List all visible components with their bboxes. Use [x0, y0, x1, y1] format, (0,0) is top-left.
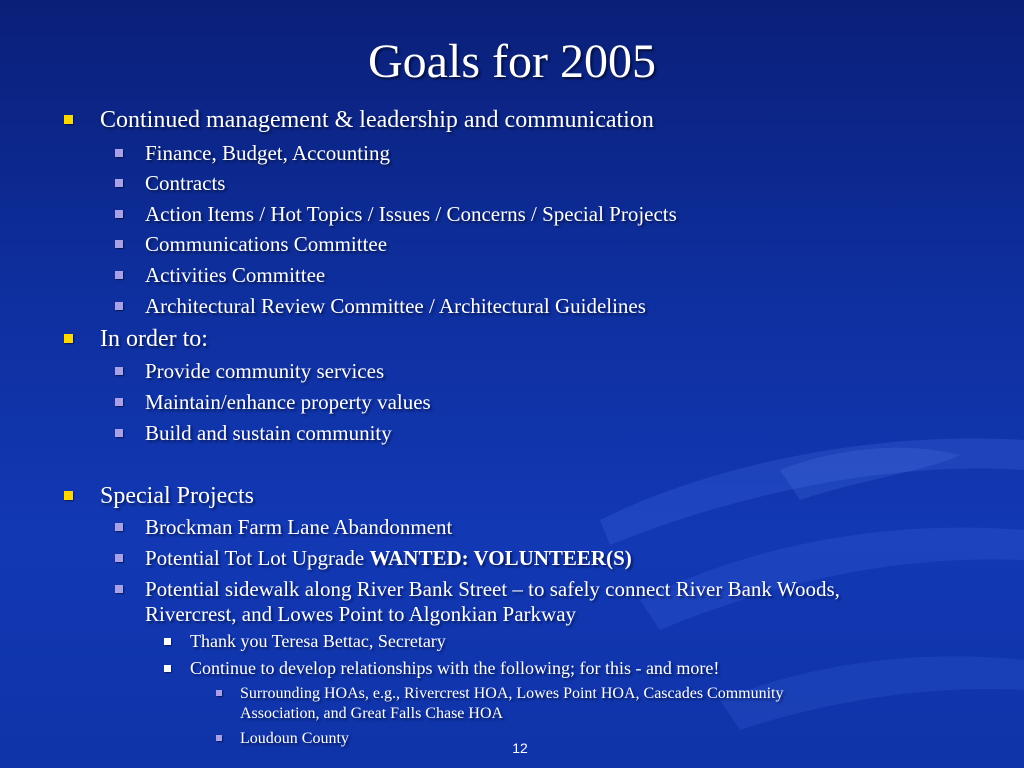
bullet-brockman-farm: Brockman Farm Lane Abandonment	[145, 515, 453, 539]
bullet-level4-marker	[216, 735, 222, 741]
bullet-level2-marker	[115, 429, 123, 437]
bullet-in-order-to: In order to:	[100, 326, 208, 352]
bullet-level2-marker	[115, 210, 123, 218]
bullet-activities-committee: Activities Committee	[145, 263, 326, 287]
bullet-level1-marker	[64, 491, 73, 500]
slide-title: Goals for 2005	[368, 35, 656, 88]
bullet-sidewalk-line2: Rivercrest, and Lowes Point to Algonkian Parkway	[145, 602, 577, 626]
bullet-architectural-review: Architectural Review Committee / Architectural Guidelines	[145, 294, 646, 318]
bullet-level2-marker	[115, 367, 123, 375]
bullet-level2-marker	[115, 585, 123, 593]
bullet-thank-you-secretary: Thank you Teresa Bettac, Secretary	[190, 631, 446, 651]
bullet-maintain-values: Maintain/enhance property values	[145, 390, 431, 414]
bullet-level1-marker	[64, 115, 73, 124]
bullet-loudoun-county: Loudoun County	[240, 730, 349, 747]
bullet-level2-marker	[115, 302, 123, 310]
bullet-special-projects: Special Projects	[100, 483, 254, 509]
bullet-level2-marker	[115, 240, 123, 248]
bullet-communications-committee: Communications Committee	[145, 232, 388, 256]
bullet-sidewalk-line1: Potential sidewalk along River Bank Street – to safely connect River Bank Woods,	[145, 577, 840, 601]
bullet-continued-management: Continued management & leadership and communication	[100, 107, 654, 133]
bullet-level2-marker	[115, 179, 123, 187]
volunteer-callout: WANTED: VOLUNTEER(S)	[369, 546, 632, 570]
bullet-finance: Finance, Budget, Accounting	[145, 141, 390, 165]
bullet-surrounding-hoas-line2: Association, and Great Falls Chase HOA	[240, 705, 504, 722]
bullet-provide-services: Provide community services	[145, 359, 385, 383]
bullet-level2-marker	[115, 523, 123, 531]
bullet-level3-marker	[164, 638, 171, 645]
page-number: 12	[512, 740, 528, 756]
tot-lot-text: Potential Tot Lot Upgrade	[145, 546, 370, 570]
bullet-level3-marker	[164, 665, 171, 672]
bullet-build-community: Build and sustain community	[145, 421, 392, 445]
bullet-level2-marker	[115, 271, 123, 279]
bullet-action-items: Action Items / Hot Topics / Issues / Concerns / Special Projects	[145, 202, 677, 226]
bullet-surrounding-hoas-line1: Surrounding HOAs, e.g., Rivercrest HOA, Lowes Point HOA, Cascades Community	[240, 685, 784, 702]
bullet-level4-marker	[216, 690, 222, 696]
bullet-level2-marker	[115, 149, 123, 157]
bullet-contracts: Contracts	[145, 171, 226, 195]
bullet-level2-marker	[115, 554, 123, 562]
bullet-level1-marker	[64, 334, 73, 343]
bullet-tot-lot	[145, 545, 632, 571]
bullet-level2-marker	[115, 398, 123, 406]
bullet-continue-relationships: Continue to develop relationships with the following; for this - and more!	[190, 658, 720, 678]
